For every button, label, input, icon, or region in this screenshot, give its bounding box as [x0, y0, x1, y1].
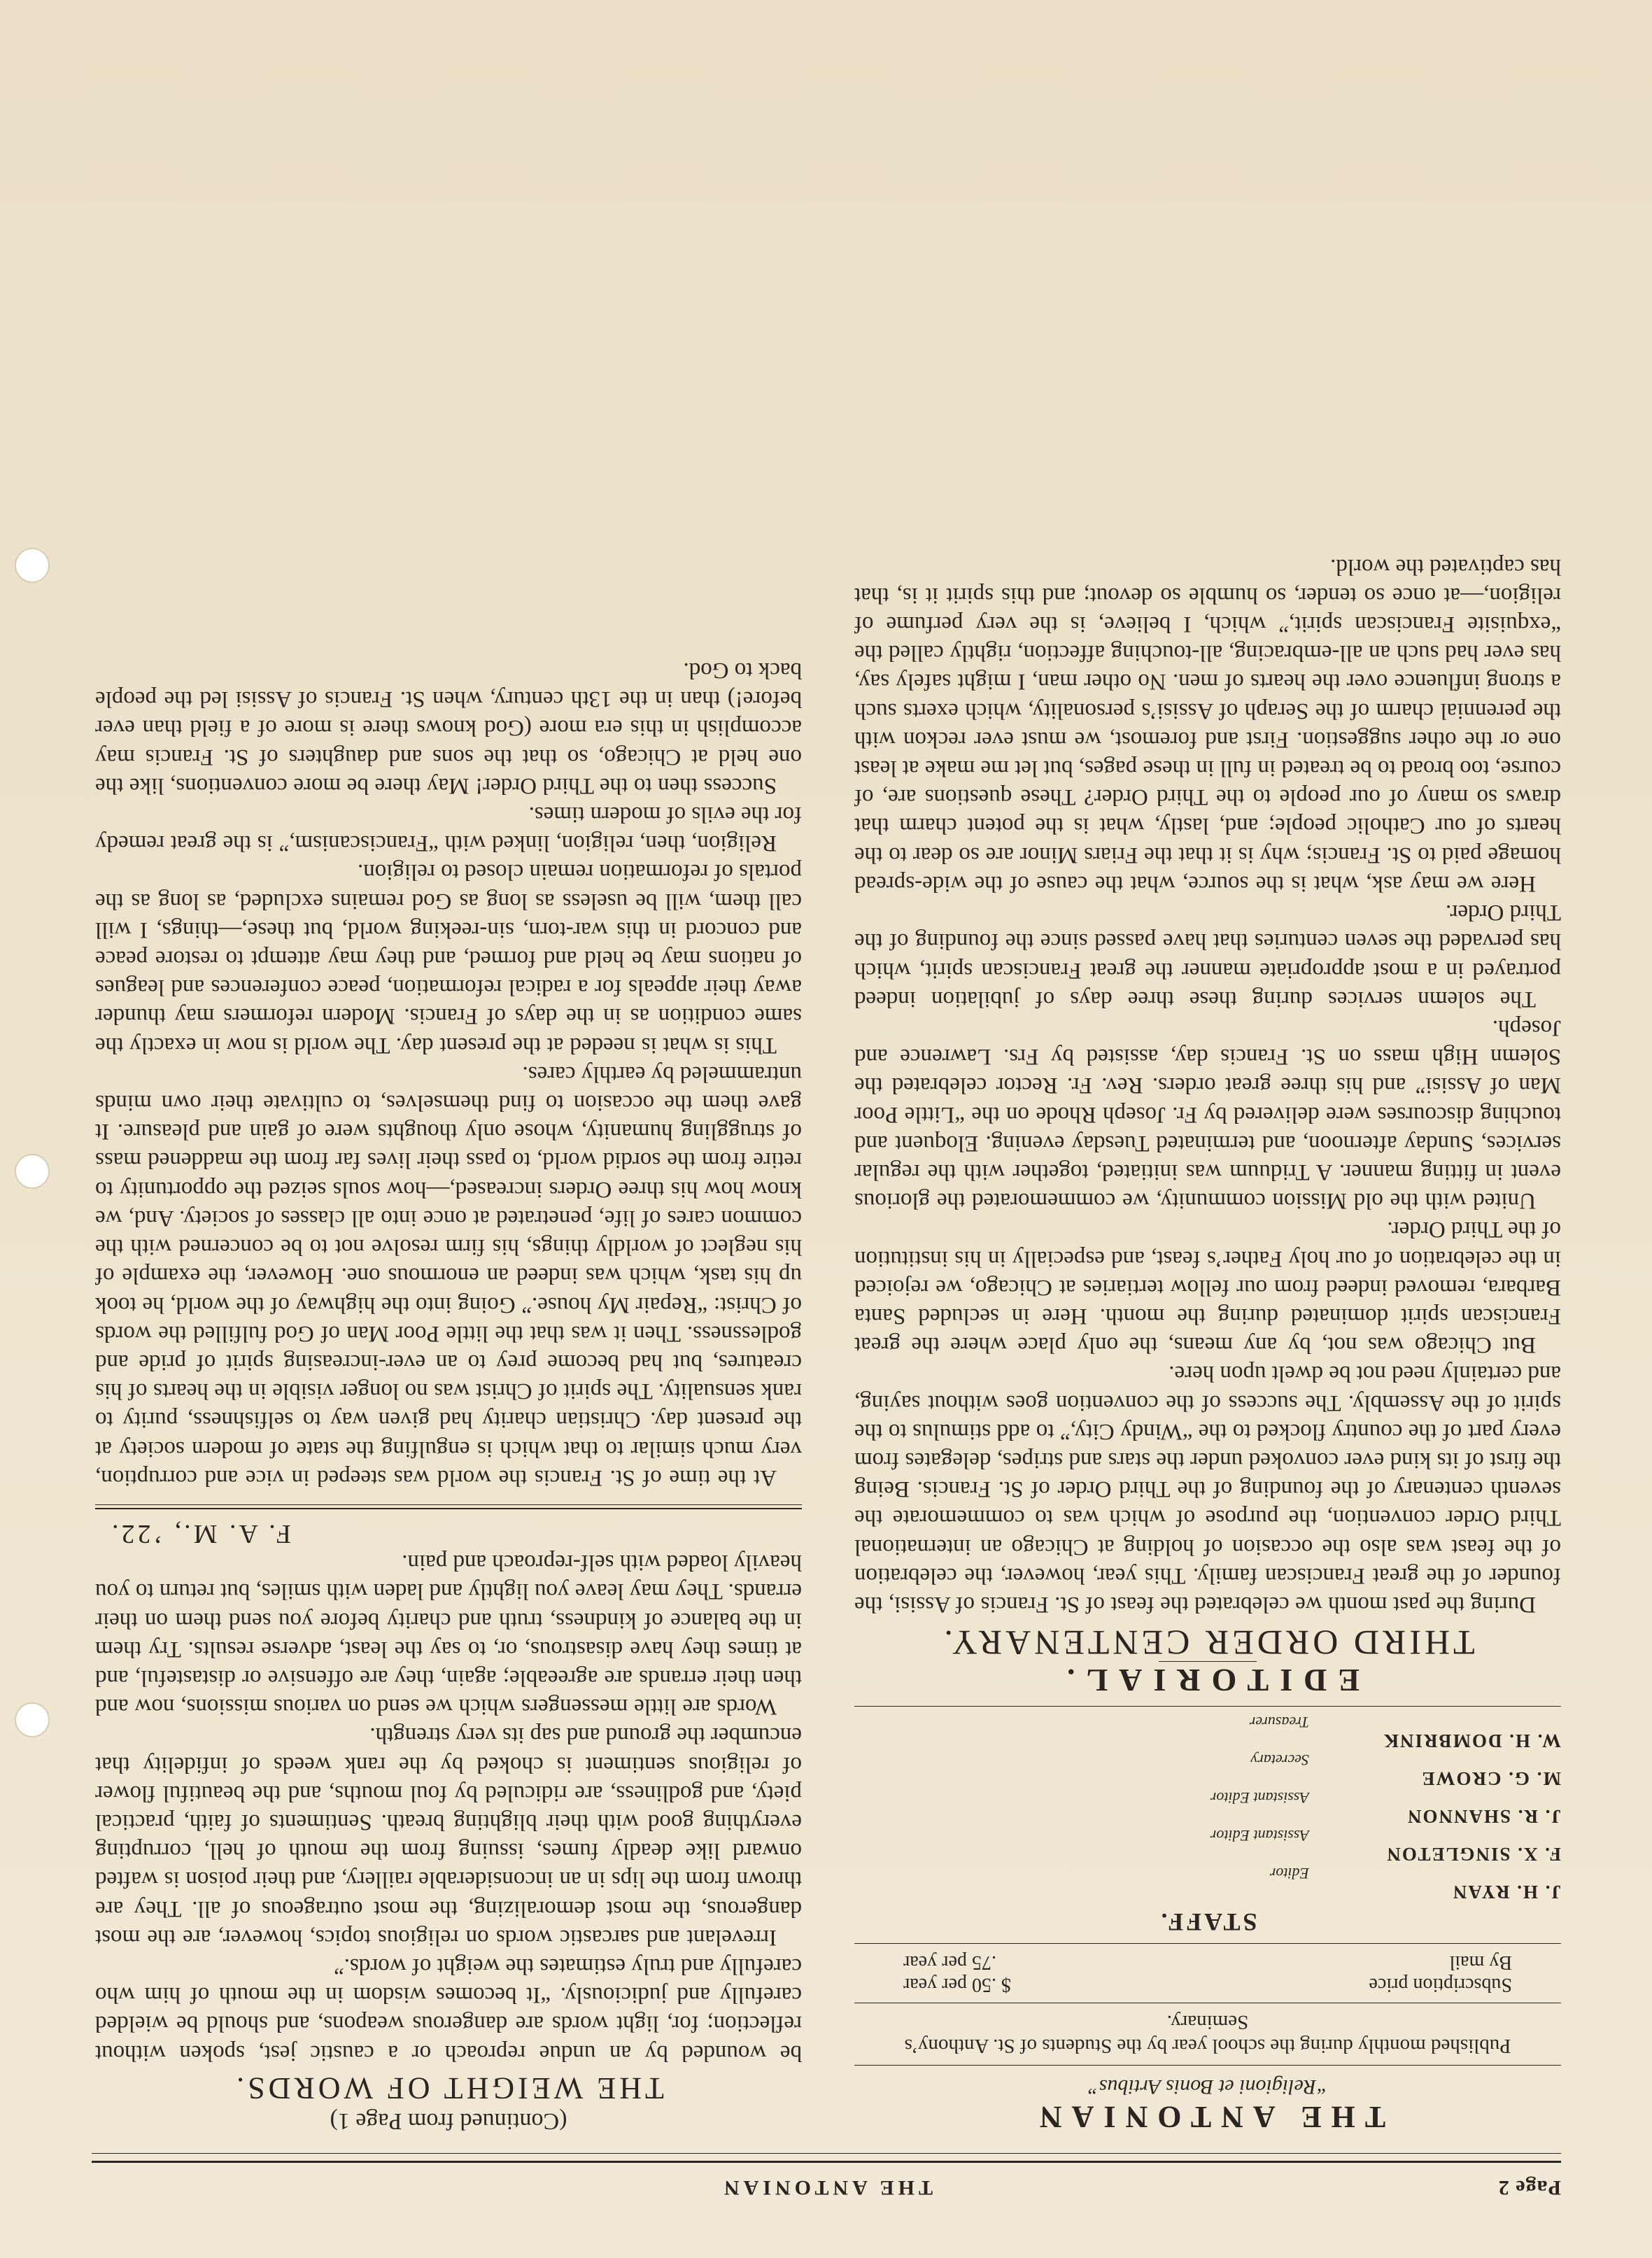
publication-note: Published monthly during the school year by the Students of St. Anthony’s Seminary. [904, 2010, 1511, 2057]
running-head [92, 2167, 1561, 2209]
page-number: Page 2 [1497, 2176, 1561, 2199]
editorial-heading: EDITORIAL. [1056, 1663, 1360, 1699]
left-column [854, 551, 1561, 2136]
editorial-continuation: This is what is needed at the present day. The world is now in exactly the same condition as in the days of Francis. Modern reformers may thunder away their appeals for a radical reformation, peace conferences and leagues of nations may be held and formed, and they may attempt to restore peace and concord in this war-torn, sin-reeking world, but these,—things, I will call them, will be useless as long as God remains excluded, as long as the portals of reformation remain closed to religion. [95, 859, 802, 1058]
words-article-title: THE WEIGHT OF WORDS. [233, 2070, 664, 2105]
staff-member [854, 1714, 1561, 1751]
editorial-continuation: At the time of St. Francis the world was steeped in vice and corruption, very much similar to that which is engulfing the state of modern society at the present day. Christian charity had given way to selfishness, purity to rank sensuality. The spirit of Christ was no longer visible in the hearts of his creatures, but had become prey to an ever-increasing spirit of pride and godlessness. Then it was that the little Poor Man of God fulfilled the words of Christ: “Repair My house.” Going into the highway of the world, he took up his task, which was indeed an enormous one. However, the example of his neglect of worldly things, his firm resolve not to be concerned with the common cares of life, penetrated at once into all classes of society. And, we know how his three Orders increased,—how souls seized the opportunity to retire from the sordid world, to pass their lives far from the maddened mass of struggling humanity, whose only thoughts were of gain and pleasure. It gave them the occasion to find themselves, to cultivate their own minds untrammeled by earthly cares. [95, 1061, 802, 1490]
punch-hole-middle [15, 1154, 50, 1189]
staff-member [854, 1865, 1561, 1903]
masthead-motto: “Religioni et Bonis Artibus” [1087, 2075, 1328, 2098]
subscription-row [854, 1973, 1561, 1996]
editorial-paragraph: United with the old Mission community, we commemorated the glorious event in fitting manner. A Triduum was initiated, together with the regular services, Sunday afternoon, and terminated Tuesday evening. Eloquent and touching discourses were delivered by Fr. Joseph Rhode on the “Little Poor Man of Assisi” and his three great orders. Rev. Fr. Rector celebrated the Solemn High mass on St. Francis day, assisted by Frs. Lawrence and Joseph. [854, 1015, 1561, 1214]
staff-role: Secretary [1250, 1751, 1309, 1770]
staff-role: Assistant Editor [1210, 1827, 1309, 1845]
staff-title: STAFF. [1158, 1907, 1257, 1936]
running-head-title: THE ANTONIAN [720, 2176, 933, 2199]
header-rule [92, 2153, 1561, 2163]
subscription-rule [854, 1943, 1561, 1944]
words-paragraph: be wounded by an undue reproach or a caustic jest, spoken without reflection; for, light words are dangerous weapons, and should be wielded carefully and judiciously. “It becomes wisdom in the mouth of him who carefully and truly estimates the weight of words.” [95, 1953, 802, 2066]
staff-role: Editor [1269, 1865, 1309, 1883]
words-paragraph: Words are little messengers which we send on various missions, now and then their errands are agreeable; again, they are offensive or distasteful, and at times they have disastrous, or, to say the least, adverse results. Try them in the balance of kindness, truth and charity before you send them on their errands. They may leave you lightly and laden with smiles, but return to you heavily loaded with self-reproach and pain. [95, 1550, 802, 1720]
editorial-continuation: Religion, then, religion, linked with “Franciscanism,” is the great remedy for the evils of modern times. [95, 802, 802, 856]
subscription-price: $ .50 per year [903, 1973, 1011, 1996]
staff-name: W. H. DOMBRINK [1382, 1730, 1561, 1752]
staff-member [854, 1789, 1561, 1827]
editorial-paragraph: Here we may ask, what is the source, what the cause of the wide-spread homage paid to St. Francis; why is it that the Friars Minor are so dear to the hearts of our Catholic people; and, lastly, what is the potent charm that draws so many of our people to the Third Order? These questions are, of course, too broad to be treated in full in these pages, but let me make at least one or the other suggestion. First and foremost, we must ever reckon with the perennial charm of the Seraph of Assisi’s personality, which exerts such a strong influence over the hearts of men. No other man, I might safely say, has ever had such an all-embracing, all-touching affection, rightly called the “exquisite Franciscan spirit,” which, I believe, is the very perfume of religion,—at once so tender, so humble so devout; and this spirit it is, that has captivated the world. [854, 553, 1561, 896]
masthead-title: THE ANTONIAN [1029, 2100, 1386, 2134]
mail-label: By mail [1449, 1951, 1512, 1973]
staff-name: J. H. RYAN [1451, 1882, 1561, 1903]
staff-member [854, 1751, 1561, 1789]
staff-name: J. R. SHANNON [1406, 1806, 1561, 1828]
punch-hole-top [15, 1702, 50, 1737]
editorial-paragraph: The solemn services during these three days of jubilation indeed portrayed in a most appropriate manner the great Franciscan spirit, which has pervaded the seven centuries that have passed since the founding of the Third Order. [854, 900, 1561, 1012]
staff-name: M. G. CROWE [1420, 1768, 1561, 1790]
words-paragraph: Irrevelant and sarcastic words on religious topics, however, are the most dangerous, the most demoralizing, the most outrageous of all. They are thrown from the lips in an inconsiderable raillery, and their poison is wafted onward like deadly fumes, issuing from the mouth of hell, corrupting everything good with their blighting breath. Sentiments of faith, practical piety, and godliness, are ridiculed by foul mouths, and the beautiful flower of religious sentiment is choked by the rank weeds of infidelity that encumber the ground and sap its very strength. [95, 1723, 802, 1950]
staff-role: Assistant Editor [1210, 1789, 1309, 1807]
staff-list [854, 1714, 1561, 1903]
masthead-rule [854, 2065, 1561, 2066]
editorial-continuation: Success then to the Third Order! May there be more conventions, like the one held at Chicago, so that the sons and daughters of St. Francis may accomplish in this era more (God knows there is more of a field than ever before!) than in the 13th century, when St. Francis of Assisi led the people back to God. [95, 658, 802, 798]
editorial-paragraph: During the past month we celebrated the feast of St. Francis of Assisi, the founder of the great Franciscan family. This year, however, the celebration of the feast was also the occasion of holding at Chicago an international Third Order convention, the purpose of which was to commemorate the seventh centenary of the founding of the Third Order of St. Francis. Being the first of its kind ever convoked under the stars and stripes, delegates from every part of the country flocked to the “Windy City,” to add stimulus to the spirit of the Assembly. The success of the convention goes without saying, and certainly need not be dwelt upon here. [854, 1361, 1561, 1617]
staff-rule [854, 1706, 1561, 1707]
masthead [854, 1706, 1561, 2134]
article-signature: F. A. M., ’22. [109, 1518, 291, 1548]
continued-note: (Continued from Page 1) [330, 2108, 567, 2134]
right-column [95, 656, 802, 2136]
staff-name: F. X. SINGLETON [1385, 1844, 1561, 1865]
editorial-paragraph: But Chicago was not, by any means, the only place where the great Franciscan spirit dominated during the month. Here in secluded Santa Barbara, removed indeed from our fellow tertiaries at Chicago, we rejoiced in the celebration of our holy Father’s feast, and especially in his institution of the Third Order. [854, 1217, 1561, 1358]
section-divider [95, 1504, 802, 1509]
staff-role: Treasurer [1249, 1714, 1309, 1732]
punch-hole-bottom [15, 548, 50, 583]
subscription-label: Subscription price [1369, 1973, 1512, 1996]
mail-price: .75 per year [903, 1951, 996, 1973]
staff-member [854, 1827, 1561, 1865]
article-title: THIRD ORDER CENTENARY. [940, 1623, 1475, 1663]
mail-row [854, 1951, 1561, 1973]
